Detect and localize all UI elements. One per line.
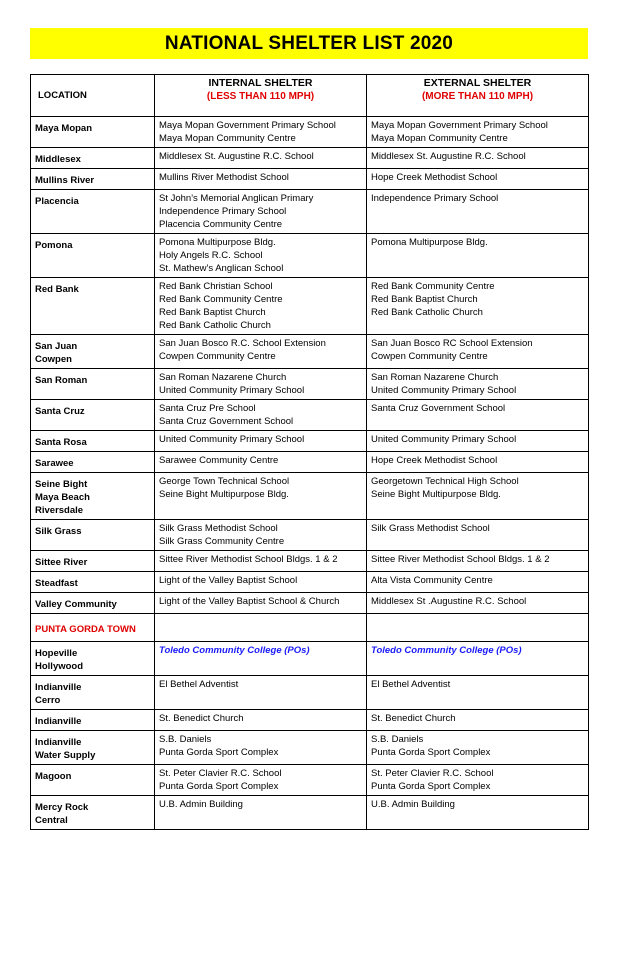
location-cell: Indianville Cerro (31, 676, 155, 710)
internal-shelter-cell: Light of the Valley Baptist School & Church (155, 593, 367, 614)
location-cell: Silk Grass (31, 520, 155, 551)
highlighted-shelter: Toledo Community College (POs) (371, 645, 522, 656)
internal-shelter-cell: United Community Primary School (155, 431, 367, 452)
table-row (31, 473, 589, 520)
internal-shelter-cell: Middlesex St. Augustine R.C. School (155, 148, 367, 169)
internal-header (155, 75, 367, 117)
external-shelter-cell: Hope Creek Methodist School (367, 169, 589, 190)
internal-shelter-cell: George Town Technical School Seine Bight Multipurpose Bldg. (155, 473, 367, 520)
table-body (31, 117, 589, 830)
location-cell: Hopeville Hollywood (31, 642, 155, 676)
location-cell: Red Bank (31, 278, 155, 335)
location-cell: San Juan Cowpen (31, 335, 155, 369)
table-row (31, 551, 589, 572)
location-cell: Mullins River (31, 169, 155, 190)
internal-shelter-cell: St John's Memorial Anglican Primary Independence Primary School Placencia Community Centre (155, 190, 367, 234)
section-row (31, 614, 589, 642)
location-cell: Valley Community (31, 593, 155, 614)
internal-shelter-cell: El Bethel Adventist (155, 676, 367, 710)
table-row (31, 190, 589, 234)
internal-header-title: INTERNAL SHELTER (208, 77, 313, 89)
internal-shelter-cell: Red Bank Christian School Red Bank Community Centre Red Bank Baptist Church Red Bank Catholic Church (155, 278, 367, 335)
location-cell: Pomona (31, 234, 155, 278)
external-shelter-cell: Maya Mopan Government Primary School Maya Mopan Community Centre (367, 117, 589, 148)
location-cell: Placencia (31, 190, 155, 234)
table-row (31, 431, 589, 452)
table-row (31, 369, 589, 400)
location-cell: Mercy Rock Central (31, 796, 155, 830)
table-row (31, 642, 589, 676)
table-row (31, 234, 589, 278)
external-shelter-cell: Independence Primary School (367, 190, 589, 234)
location-cell: Seine Bight Maya Beach Riversdale (31, 473, 155, 520)
external-shelter-cell: St. Benedict Church (367, 710, 589, 731)
table-row (31, 572, 589, 593)
table-row (31, 148, 589, 169)
table-row (31, 710, 589, 731)
external-shelter-cell: Middlesex St .Augustine R.C. School (367, 593, 589, 614)
internal-shelter-cell: S.B. Daniels Punta Gorda Sport Complex (155, 731, 367, 765)
location-cell: Steadfast (31, 572, 155, 593)
external-shelter-cell: Georgetown Technical High School Seine Bight Multipurpose Bldg. (367, 473, 589, 520)
title-banner (30, 28, 588, 59)
highlighted-shelter: Toledo Community College (POs) (159, 645, 310, 656)
header-row (31, 75, 589, 117)
external-header (367, 75, 589, 117)
table-row (31, 796, 589, 830)
internal-shelter-cell: San Juan Bosco R.C. School Extension Cowpen Community Centre (155, 335, 367, 369)
table-row (31, 335, 589, 369)
internal-shelter-cell: Mullins River Methodist School (155, 169, 367, 190)
external-shelter-cell: Pomona Multipurpose Bldg. (367, 234, 589, 278)
internal-shelter-cell (155, 642, 367, 676)
table-row (31, 765, 589, 796)
empty-cell (155, 614, 367, 642)
location-header: LOCATION (31, 75, 155, 117)
external-shelter-cell: U.B. Admin Building (367, 796, 589, 830)
location-cell: Indianville (31, 710, 155, 731)
location-cell: Middlesex (31, 148, 155, 169)
internal-shelter-cell: Maya Mopan Government Primary School Maya Mopan Community Centre (155, 117, 367, 148)
internal-shelter-cell: Sittee River Methodist School Bldgs. 1 & 2 (155, 551, 367, 572)
external-shelter-cell: Sittee River Methodist School Bldgs. 1 & 2 (367, 551, 589, 572)
table-row (31, 278, 589, 335)
external-shelter-cell (367, 642, 589, 676)
table-row (31, 169, 589, 190)
page-title: NATIONAL SHELTER LIST 2020 (164, 32, 454, 54)
location-cell: San Roman (31, 369, 155, 400)
external-shelter-cell: United Community Primary School (367, 431, 589, 452)
location-cell: Indianville Water Supply (31, 731, 155, 765)
external-shelter-cell: Silk Grass Methodist School (367, 520, 589, 551)
location-cell: Santa Rosa (31, 431, 155, 452)
table-row (31, 452, 589, 473)
internal-shelter-cell: Santa Cruz Pre School Santa Cruz Government School (155, 400, 367, 431)
internal-shelter-cell: Pomona Multipurpose Bldg. Holy Angels R.C. School St. Mathew's Anglican School (155, 234, 367, 278)
location-cell: Sarawee (31, 452, 155, 473)
table-row (31, 593, 589, 614)
external-shelter-cell: San Juan Bosco RC School Extension Cowpen Community Centre (367, 335, 589, 369)
table-row (31, 520, 589, 551)
table-row (31, 400, 589, 431)
internal-shelter-cell: Sarawee Community Centre (155, 452, 367, 473)
internal-shelter-cell: San Roman Nazarene Church United Community Primary School (155, 369, 367, 400)
external-shelter-cell: St. Peter Clavier R.C. School Punta Gorda Sport Complex (367, 765, 589, 796)
internal-shelter-cell: U.B. Admin Building (155, 796, 367, 830)
external-shelter-cell: Middlesex St. Augustine R.C. School (367, 148, 589, 169)
external-header-title: EXTERNAL SHELTER (423, 77, 532, 89)
external-header-subtitle: (MORE THAN 110 MPH) (421, 91, 534, 102)
external-shelter-cell: San Roman Nazarene Church United Community Primary School (367, 369, 589, 400)
external-shelter-cell: Alta Vista Community Centre (367, 572, 589, 593)
table-row (31, 731, 589, 765)
internal-shelter-cell: St. Benedict Church (155, 710, 367, 731)
shelter-table (30, 74, 589, 830)
location-cell: Santa Cruz (31, 400, 155, 431)
external-shelter-cell: Red Bank Community Centre Red Bank Baptist Church Red Bank Catholic Church (367, 278, 589, 335)
external-shelter-cell: El Bethel Adventist (367, 676, 589, 710)
location-cell: Maya Mopan (31, 117, 155, 148)
internal-shelter-cell: St. Peter Clavier R.C. School Punta Gorda Sport Complex (155, 765, 367, 796)
section-label: PUNTA GORDA TOWN (31, 614, 155, 642)
table-row (31, 117, 589, 148)
internal-shelter-cell: Light of the Valley Baptist School (155, 572, 367, 593)
location-cell: Magoon (31, 765, 155, 796)
external-shelter-cell: Santa Cruz Government School (367, 400, 589, 431)
external-shelter-cell: Hope Creek Methodist School (367, 452, 589, 473)
internal-shelter-cell: Silk Grass Methodist School Silk Grass Community Centre (155, 520, 367, 551)
location-cell: Sittee River (31, 551, 155, 572)
external-shelter-cell: S.B. Daniels Punta Gorda Sport Complex (367, 731, 589, 765)
internal-header-subtitle: (LESS THAN 110 MPH) (206, 91, 315, 102)
table-row (31, 676, 589, 710)
empty-cell (367, 614, 589, 642)
